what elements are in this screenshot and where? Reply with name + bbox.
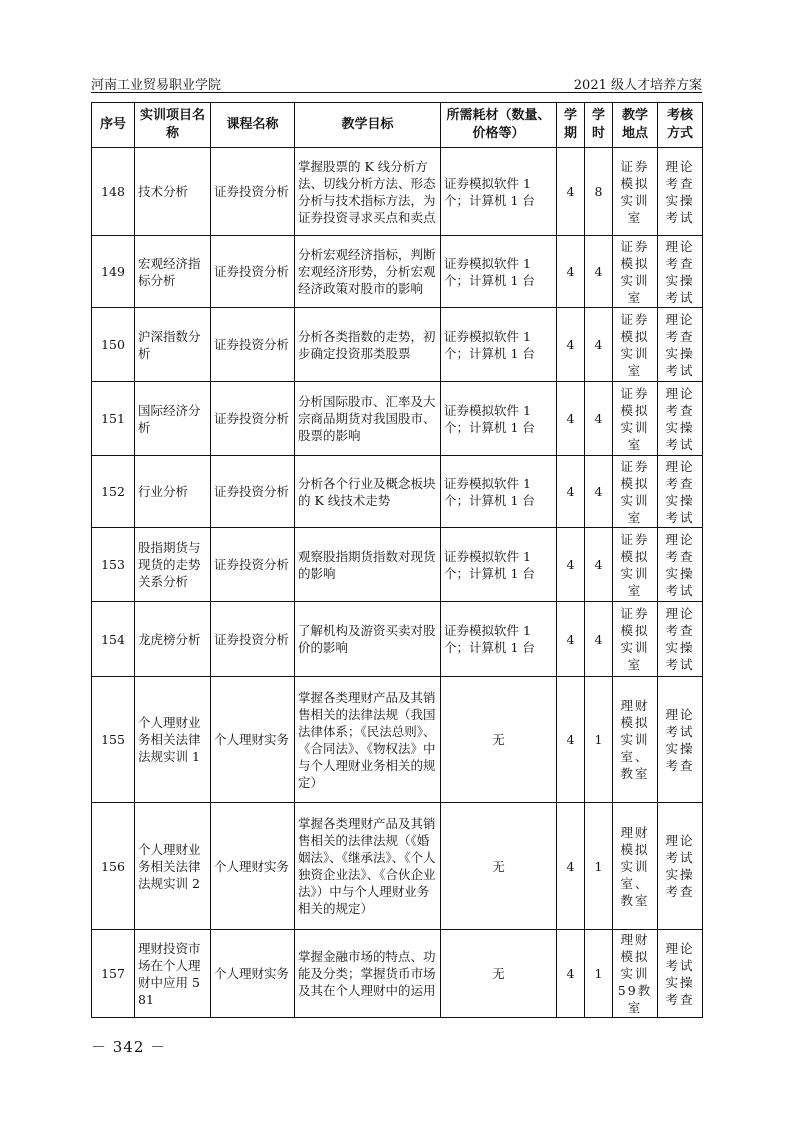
row-exam: 理论考查实操考试	[658, 602, 703, 677]
row-hours: 4	[585, 528, 613, 602]
row-no: 157	[92, 930, 135, 1018]
row-exam: 理论考查实操考试	[658, 382, 703, 456]
row-place: 证券模拟实训室	[613, 308, 658, 382]
col-header-material: 所需耗材（数量、价格等）	[441, 103, 557, 148]
row-place: 证券模拟实训室	[613, 528, 658, 602]
row-project-name: 国际经济分析	[135, 382, 211, 456]
row-no: 154	[92, 602, 135, 677]
row-term: 4	[557, 148, 585, 236]
row-course: 证券投资分析	[211, 602, 295, 677]
row-term: 4	[557, 308, 585, 382]
row-project-name: 宏观经济指标分析	[135, 236, 211, 308]
table-row	[92, 236, 703, 308]
header-divider	[91, 92, 702, 93]
row-no: 156	[92, 803, 135, 930]
row-term: 4	[557, 602, 585, 677]
row-goal: 分析国际股市、汇率及大宗商品期货对我国股市、股票的影响	[295, 382, 441, 456]
row-term: 4	[557, 382, 585, 456]
row-material: 证券模拟软件 1 个；计算机 1 台	[441, 308, 557, 382]
row-project-name: 沪深指数分析	[135, 308, 211, 382]
row-goal: 掌握各类理财产品及其销售相关的法律法规（我国法律体系；《民法总则》、《合同法》、《物权法》中与个人理财业务相关的规定）	[295, 677, 441, 803]
header-plan-title: 2021 级人才培养方案	[573, 78, 702, 93]
row-term: 4	[557, 236, 585, 308]
col-header-course: 课程名称	[211, 103, 295, 148]
table-row	[92, 148, 703, 236]
row-no: 152	[92, 456, 135, 528]
row-hours: 8	[585, 148, 613, 236]
row-project-name: 理财投资市场在个人理财中应用 581	[135, 930, 211, 1018]
row-project-name: 股指期货与现货的走势关系分析	[135, 528, 211, 602]
row-term: 4	[557, 803, 585, 930]
col-header-goal: 教学目标	[295, 103, 441, 148]
row-material: 证券模拟软件 1 个；计算机 1 台	[441, 236, 557, 308]
row-goal: 分析各类指数的走势，初步确定投资那类股票	[295, 308, 441, 382]
row-course: 个人理财实务	[211, 930, 295, 1018]
row-course: 证券投资分析	[211, 308, 295, 382]
row-goal: 掌握股票的 K 线分析方法、切线分析方法、形态分析与技术指标方法，为证券投资寻求买点和卖点	[295, 148, 441, 236]
row-place: 证券模拟实训室	[613, 602, 658, 677]
page-number: － 342 －	[91, 1038, 167, 1056]
row-course: 个人理财实务	[211, 803, 295, 930]
row-no: 148	[92, 148, 135, 236]
row-material: 无	[441, 677, 557, 803]
row-course: 证券投资分析	[211, 236, 295, 308]
table-row	[92, 803, 703, 930]
row-term: 4	[557, 456, 585, 528]
col-header-place: 教学地点	[613, 103, 658, 148]
row-place: 证券模拟实训室	[613, 236, 658, 308]
table-row	[92, 677, 703, 803]
row-hours: 1	[585, 803, 613, 930]
header-school-name: 河南工业贸易职业学院	[91, 78, 222, 93]
row-no: 153	[92, 528, 135, 602]
row-term: 4	[557, 930, 585, 1018]
row-exam: 理论考查实操考试	[658, 456, 703, 528]
row-goal: 了解机构及游资买卖对股价的影响	[295, 602, 441, 677]
row-material: 无	[441, 930, 557, 1018]
row-course: 个人理财实务	[211, 677, 295, 803]
row-material: 证券模拟软件 1 个；计算机 1 台	[441, 382, 557, 456]
row-hours: 4	[585, 456, 613, 528]
col-header-hours: 学时	[585, 103, 613, 148]
row-material: 证券模拟软件 1 个；计算机 1 台	[441, 456, 557, 528]
row-exam: 理论考查实操考试	[658, 528, 703, 602]
row-exam: 理论考试实操考查	[658, 930, 703, 1018]
row-material: 证券模拟软件 1 个；计算机 1 台	[441, 148, 557, 236]
row-project-name: 行业分析	[135, 456, 211, 528]
row-goal: 分析各个行业及概念板块的 K 线技术走势	[295, 456, 441, 528]
row-term: 4	[557, 528, 585, 602]
row-goal: 掌握金融市场的特点、功能及分类；掌握货币市场及其在个人理财中的运用	[295, 930, 441, 1018]
row-course: 证券投资分析	[211, 148, 295, 236]
row-place: 证券模拟实训室	[613, 456, 658, 528]
row-place: 理财模拟实训室、教室	[613, 803, 658, 930]
row-exam: 理论考试实操考查	[658, 803, 703, 930]
table-row	[92, 308, 703, 382]
row-place: 证券模拟实训室	[613, 382, 658, 456]
row-no: 149	[92, 236, 135, 308]
table-row	[92, 456, 703, 528]
row-course: 证券投资分析	[211, 456, 295, 528]
row-place: 证券模拟实训室	[613, 148, 658, 236]
row-course: 证券投资分析	[211, 528, 295, 602]
row-term: 4	[557, 677, 585, 803]
row-hours: 1	[585, 677, 613, 803]
row-material: 证券模拟软件 1 个；计算机 1 台	[441, 528, 557, 602]
row-project-name: 龙虎榜分析	[135, 602, 211, 677]
col-header-term: 学期	[557, 103, 585, 148]
training-projects-table	[91, 102, 703, 1018]
col-header-exam: 考核方式	[658, 103, 703, 148]
row-goal: 掌握各类理财产品及其销售相关的法律法规（《婚姻法》、《继承法》、《个人独资企业法》、《合伙企业法》）中与个人理财业务相关的规定）	[295, 803, 441, 930]
table-row	[92, 528, 703, 602]
row-no: 155	[92, 677, 135, 803]
row-hours: 1	[585, 930, 613, 1018]
row-exam: 理论考试实操考查	[658, 677, 703, 803]
col-header-no: 序号	[92, 103, 135, 148]
row-hours: 4	[585, 382, 613, 456]
row-project-name: 技术分析	[135, 148, 211, 236]
row-no: 151	[92, 382, 135, 456]
row-hours: 4	[585, 308, 613, 382]
row-place: 理财模拟实训室、教室	[613, 677, 658, 803]
table-row	[92, 382, 703, 456]
row-hours: 4	[585, 602, 613, 677]
table-header-row	[92, 103, 703, 148]
row-place: 理财模拟实训59教室	[613, 930, 658, 1018]
row-no: 150	[92, 308, 135, 382]
row-exam: 理论考查实操考试	[658, 236, 703, 308]
row-project-name: 个人理财业务相关法律法规实训 1	[135, 677, 211, 803]
row-goal: 分析宏观经济指标，判断宏观经济形势，分析宏观经济政策对股市的影响	[295, 236, 441, 308]
row-project-name: 个人理财业务相关法律法规实训 2	[135, 803, 211, 930]
table-row	[92, 602, 703, 677]
row-exam: 理论考查实操考试	[658, 308, 703, 382]
table-row	[92, 930, 703, 1018]
row-material: 证券模拟软件 1 个；计算机 1 台	[441, 602, 557, 677]
row-course: 证券投资分析	[211, 382, 295, 456]
row-hours: 4	[585, 236, 613, 308]
row-goal: 观察股指期货指数对现货的影响	[295, 528, 441, 602]
col-header-project-name: 实训项目名称	[135, 103, 211, 148]
row-exam: 理论考查实操考试	[658, 148, 703, 236]
row-material: 无	[441, 803, 557, 930]
